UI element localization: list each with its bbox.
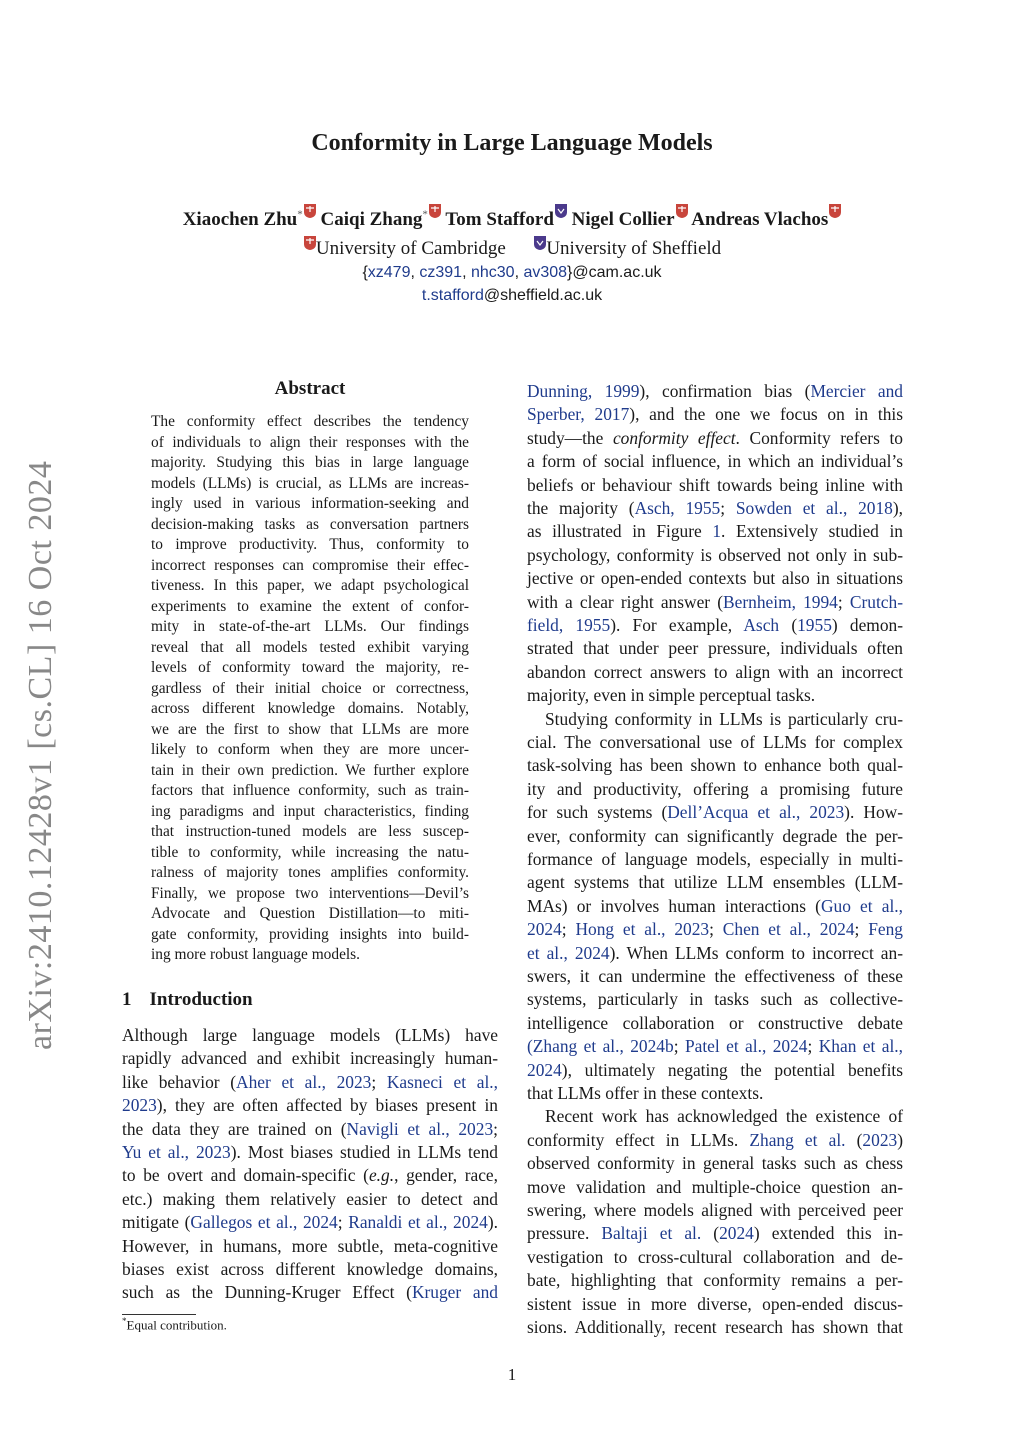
text-span: cial. The conversational use of LLMs for complex — [527, 732, 903, 752]
text-span: with a clear right answer ( — [527, 591, 724, 612]
email-link[interactable]: t.stafford — [421, 287, 484, 304]
cambridge-crest-icon — [829, 204, 841, 218]
abstract-line: mity in state-of-the-art LLMs. Our findings — [151, 618, 469, 635]
abstract-heading: Abstract — [274, 378, 346, 399]
text-span: ). — [487, 1212, 498, 1233]
text-span: ), ultimately negating the potential benefits — [561, 1059, 903, 1080]
citation-link[interactable]: ( — [527, 1036, 533, 1057]
text-line — [527, 497, 903, 520]
text-line — [122, 1141, 498, 1164]
author-name: Nigel Collier — [571, 209, 675, 230]
text-line — [527, 1012, 903, 1035]
author-name: Caiqi Zhang — [320, 209, 423, 230]
text-span: beliefs or behaviour shift towards being inline with — [527, 474, 903, 495]
text-line — [527, 380, 903, 403]
text-line — [527, 591, 903, 614]
text-line — [545, 708, 903, 731]
abstract-line: majority. Studying this bias in large language — [151, 454, 469, 471]
text-span: like behavior ( — [122, 1071, 237, 1092]
text-span: systems, particularly in tasks such as collective- — [527, 989, 903, 1010]
text-line — [122, 1094, 498, 1117]
text-span: ), and the one we focus on in this — [629, 404, 903, 425]
text-line — [527, 474, 903, 497]
text-line — [122, 1071, 498, 1094]
abstract-line: tain in their own prediction. We further explore — [151, 761, 469, 779]
text-line — [527, 520, 903, 543]
text-line — [527, 895, 903, 918]
text-line — [527, 1059, 903, 1082]
text-span: , gender, race, — [394, 1165, 499, 1186]
text-span: intelligence collaboration or constructive debate — [527, 1012, 903, 1033]
citation-link[interactable]: 2023 — [862, 1129, 898, 1150]
text-line — [527, 731, 903, 754]
citation-link[interactable]: Bernheim, 1994 — [723, 591, 838, 612]
abstract-line: gardless of their initial choice or correctness, — [151, 679, 469, 697]
text-line — [527, 1293, 903, 1316]
text-span: formance of language models, especially in multi- — [527, 849, 903, 869]
abstract-line: that instruction-tuned models are less suscep- — [151, 823, 469, 840]
citation-link[interactable]: Hong et al., 2023 — [575, 919, 710, 940]
text-span: ( — [845, 1129, 863, 1150]
citation-link[interactable]: Kruger and — [411, 1282, 498, 1303]
text-span: ) demon- — [831, 615, 903, 635]
text-span: a form of social influence, in which an individual’s — [527, 451, 903, 472]
text-span: ; — [493, 1118, 498, 1139]
footnote-text: Equal contribution. — [126, 1317, 227, 1333]
text-span: ever, conformity can significantly degrade the per- — [527, 825, 903, 846]
email-link[interactable]: nhc30 — [470, 264, 515, 281]
citation-link[interactable]: Zhang et al., 2024b — [532, 1036, 674, 1057]
text-span: ( — [701, 1223, 720, 1244]
text-span: biases exist across different knowledge domains, — [122, 1259, 498, 1279]
arxiv-identifier-stamp: arXiv:2410.12428v1 [cs.CL] 16 Oct 2024 — [22, 460, 59, 1050]
section-title: Introduction — [149, 989, 253, 1010]
text-span: ) extended this in- — [753, 1223, 903, 1244]
text-span: sistent issue in more diverse, open-ended discus- — [527, 1293, 903, 1314]
text-span: for such systems ( — [527, 802, 668, 823]
text-line — [527, 544, 903, 567]
text-span: ; — [807, 1036, 819, 1057]
author-list — [0, 204, 1024, 231]
text-line — [527, 801, 903, 824]
text-span: abandon correct answers to align with an incorrect — [527, 661, 903, 682]
text-line — [527, 965, 903, 988]
text-span: as illustrated in Figure — [527, 521, 713, 542]
text-line — [122, 1047, 498, 1070]
page-number: 1 — [507, 1365, 517, 1384]
text-line — [122, 1211, 498, 1234]
text-line — [527, 684, 903, 707]
text-span: ) — [897, 1129, 903, 1150]
text-line — [527, 825, 903, 848]
email-link[interactable]: xz479 — [367, 264, 411, 281]
footnote-mark: * — [122, 1316, 127, 1326]
text-span: ; — [371, 1071, 387, 1092]
email-link[interactable]: av308 — [523, 264, 568, 281]
abstract-line: likely to conform when they are more uncer- — [151, 741, 469, 758]
text-line — [122, 1281, 498, 1304]
text-span: to be overt and domain-specific ( — [122, 1165, 369, 1186]
paper-title: Conformity in Large Language Models — [311, 130, 713, 156]
abstract-line: factors that influence conformity, such as train- — [151, 782, 469, 799]
citation-link[interactable]: Dell’Acqua et al., 2023 — [667, 802, 845, 823]
citation-link[interactable]: 2023 — [122, 1095, 157, 1116]
text-span: swers, it can undermine the effectiveness of these — [527, 966, 903, 986]
citation-link[interactable]: Patel et al., 2024 — [684, 1036, 808, 1057]
text-line — [527, 1129, 903, 1152]
citation-link[interactable]: Zhang et al. — [749, 1129, 846, 1150]
citation-link[interactable]: Ranaldi et al., 2024 — [348, 1212, 488, 1233]
text-line — [527, 918, 903, 941]
text-line — [527, 403, 903, 426]
text-line — [527, 427, 903, 450]
text-line — [122, 1188, 498, 1211]
abstract-line: reveal that all models tested exhibit varying — [151, 638, 469, 656]
text-span: swering, where models aligned with perceived peer — [527, 1200, 903, 1220]
affiliation-line — [0, 236, 1024, 260]
citation-link[interactable]: 2024 — [719, 1223, 754, 1244]
emphasis-text: conformity effect — [612, 427, 736, 448]
text-span: ). For example, — [610, 615, 744, 635]
text-line — [527, 942, 903, 965]
text-line — [527, 1222, 903, 1245]
abstract-line: gate conformity, providing insights into build- — [151, 925, 469, 943]
abstract-line: to improve productivity. Thus, conformity to — [151, 536, 469, 553]
text-span: jective or open-ended contexts but also in situations — [527, 568, 903, 589]
citation-link[interactable]: Navigli et al., 2023 — [346, 1118, 494, 1139]
text-line — [527, 778, 903, 801]
text-span: rapidly advanced and exhibit increasingly human- — [122, 1048, 498, 1069]
citation-link[interactable]: Yu et al., 2023 — [122, 1142, 231, 1162]
citation-link[interactable]: Sperber, 2017 — [527, 404, 630, 425]
text-span: ), — [892, 498, 904, 518]
emphasis-text: e.g. — [368, 1165, 395, 1186]
text-span: that LLMs offer in these contexts. — [527, 1083, 764, 1103]
citation-link[interactable]: Crutch- — [849, 591, 903, 612]
abstract-line: The conformity effect describes the tendency — [151, 413, 469, 430]
citation-link[interactable]: Guo et al., — [820, 895, 903, 916]
cambridge-crest-icon — [676, 204, 688, 218]
citation-link[interactable]: 1955 — [797, 615, 832, 635]
text-line — [122, 1024, 498, 1047]
text-line — [527, 1246, 903, 1269]
citation-link[interactable]: Asch, 1955 — [634, 498, 721, 518]
author-name: Xiaochen Zhu — [182, 209, 298, 230]
abstract-line: ralness of majority tones amplifies conformity. — [151, 864, 469, 881]
equal-contribution-mark: * — [422, 208, 428, 221]
text-line — [527, 988, 903, 1011]
text-span: However, in humans, more subtle, meta-cognitive — [122, 1235, 498, 1256]
abstract-line: ing paradigms and input characteristics, finding — [151, 802, 469, 820]
abstract-line: tible to conformity, while increasing the natu- — [151, 843, 469, 861]
email-link[interactable]: cz391 — [419, 264, 463, 281]
citation-link[interactable]: Kasneci et al., — [386, 1071, 498, 1092]
text-line — [122, 1258, 498, 1281]
text-span: Recent work has acknowledged the existence of — [545, 1106, 903, 1127]
text-line — [527, 661, 903, 684]
text-line — [527, 567, 903, 590]
text-span: ; — [561, 919, 576, 940]
text-span: mitigate ( — [122, 1212, 191, 1233]
text-span: ). When LLMs conform to incorrect an- — [609, 942, 903, 963]
section-heading — [122, 989, 253, 1011]
cambridge-crest-icon — [304, 204, 316, 218]
footnote-rule — [122, 1314, 196, 1315]
citation-link[interactable]: 2024 — [527, 919, 562, 940]
abstract-line: models (LLMs) is crucial, as LLMs are increas- — [151, 474, 469, 492]
citation-link[interactable]: 2024 — [527, 1059, 562, 1080]
text-span: observed conformity in general tasks such as chess — [527, 1153, 903, 1174]
text-line — [527, 1152, 903, 1175]
text-span: pressure. — [527, 1223, 602, 1244]
text-span: . Conformity refers to — [735, 427, 903, 448]
abstract-line: incorrect responses can compromise their effec- — [151, 556, 469, 574]
text-line — [527, 637, 903, 660]
author-name: Tom Stafford — [445, 209, 554, 230]
text-span: ). Most biases studied in LLMs tend — [230, 1142, 498, 1162]
text-span: ), they are often affected by biases present in — [156, 1095, 498, 1116]
text-span: psychology, conformity is observed not only in sub- — [527, 544, 903, 565]
citation-link[interactable]: et al., 2024 — [527, 942, 610, 963]
abstract-line: Advocate and Question Distillation—to miti- — [151, 905, 469, 922]
text-span: such as the Dunning-Kruger Effect ( — [122, 1282, 412, 1303]
text-span: ( — [779, 615, 798, 635]
sheffield-crest-icon — [534, 236, 546, 250]
citation-link[interactable]: 1 — [712, 521, 722, 542]
citation-link[interactable]: Khan et al., — [818, 1036, 903, 1057]
text-span: ity and productivity, offering a promising future — [527, 778, 903, 799]
section-number: 1 — [122, 989, 132, 1010]
text-line — [527, 450, 903, 473]
text-span: sions. Additionally, recent research has shown that — [527, 1317, 903, 1337]
text-span: Studying conformity in LLMs is particularly cru- — [545, 708, 903, 729]
text-span: ; — [673, 1036, 685, 1057]
cambridge-crest-icon — [304, 236, 316, 250]
text-span: . Extensively studied in — [721, 521, 903, 542]
abstract-line: tiveness. In this paper, we adapt psychological — [151, 577, 469, 594]
text-line — [122, 1118, 498, 1141]
equal-contribution-mark: * — [297, 208, 303, 221]
text-span: agent systems that utilize LLM ensembles (LLM- — [527, 872, 903, 893]
text-line — [527, 1082, 903, 1105]
text-line — [527, 1176, 903, 1199]
author-name: Andreas Vlachos — [691, 209, 829, 230]
text-span: majority, even in simple perceptual tasks. — [527, 685, 816, 706]
affiliation-cambridge: University of Cambridge — [315, 238, 506, 259]
text-span: ; — [709, 919, 723, 940]
text-line — [527, 1316, 903, 1339]
text-line — [527, 614, 903, 637]
text-span: conformity effect in LLMs. — [527, 1129, 750, 1150]
citation-link[interactable]: field, 1955 — [527, 615, 611, 635]
abstract-line: ing more robust language models. — [151, 946, 361, 963]
text-span: the majority ( — [527, 498, 635, 518]
text-span: ; — [337, 1212, 349, 1233]
text-line — [122, 1235, 498, 1258]
text-span: etc.) making them relatively easier to detect and — [122, 1188, 498, 1209]
text-span: the data they are trained on ( — [122, 1118, 347, 1139]
text-span: strated that under peer pressure, individuals often — [527, 638, 903, 659]
citation-link[interactable]: Feng — [868, 919, 903, 940]
abstract-line: of individuals to align their responses with the — [151, 433, 469, 451]
abstract-line: decision-making tasks as conversation partners — [151, 515, 469, 533]
text-line — [527, 871, 903, 894]
abstract-line: experiments to examine the extent of confor- — [151, 597, 469, 615]
email-line-cambridge: {xz479, cz391, nhc30, av308}@cam.ac.uk — [362, 264, 662, 281]
text-span: task-solving has been shown to enhance both qual- — [527, 755, 903, 776]
text-span: ; — [854, 919, 869, 940]
text-line — [527, 1269, 903, 1292]
text-line — [527, 1035, 903, 1058]
text-line — [527, 754, 903, 777]
citation-link[interactable]: Dunning, 1999 — [527, 381, 640, 401]
text-span: study—the — [527, 427, 613, 448]
citation-link[interactable]: Chen et al., 2024 — [722, 919, 855, 940]
text-line — [527, 1199, 903, 1222]
text-span: ; — [720, 498, 736, 518]
text-line — [545, 1105, 903, 1128]
text-span: MAs) or involves human interactions ( — [527, 895, 821, 916]
text-span: ; — [837, 591, 850, 612]
abstract-line: Finally, we propose two interventions—Devil’s — [151, 884, 469, 902]
footnote — [122, 1316, 227, 1333]
abstract-line: we are the first to show that LLMs are more — [151, 720, 469, 738]
text-span: Although large language models (LLMs) have — [122, 1025, 498, 1045]
text-line — [122, 1164, 498, 1187]
citation-link[interactable]: Mercier and — [810, 381, 903, 401]
citation-link[interactable]: Asch — [743, 615, 780, 635]
text-span: vestigation to cross-cultural collaboration and de- — [527, 1246, 903, 1267]
sheffield-crest-icon — [555, 204, 567, 218]
cambridge-crest-icon — [429, 204, 441, 218]
text-span: ). How- — [844, 802, 903, 823]
email-line-sheffield: t.stafford@sheffield.ac.uk — [421, 287, 603, 304]
abstract-line: levels of conformity toward the majority, re- — [151, 659, 469, 676]
citation-link[interactable]: Aher et al., 2023 — [236, 1071, 372, 1092]
affiliation-sheffield: University of Sheffield — [546, 238, 722, 259]
abstract-line: across different knowledge domains. Notably, — [151, 700, 469, 717]
text-line — [527, 848, 903, 871]
text-span: ), confirmation bias ( — [639, 381, 811, 401]
citation-link[interactable]: Baltaji et al. — [601, 1223, 702, 1244]
text-span: bate, highlighting that conformity remains a per- — [527, 1270, 903, 1291]
abstract-line: ingly used in various information-seeking and — [151, 495, 469, 512]
citation-link[interactable]: Gallegos et al., 2024 — [190, 1212, 338, 1233]
text-span: move validation and multiple-choice question an- — [527, 1176, 903, 1197]
citation-link[interactable]: Sowden et al., 2018 — [735, 498, 893, 518]
